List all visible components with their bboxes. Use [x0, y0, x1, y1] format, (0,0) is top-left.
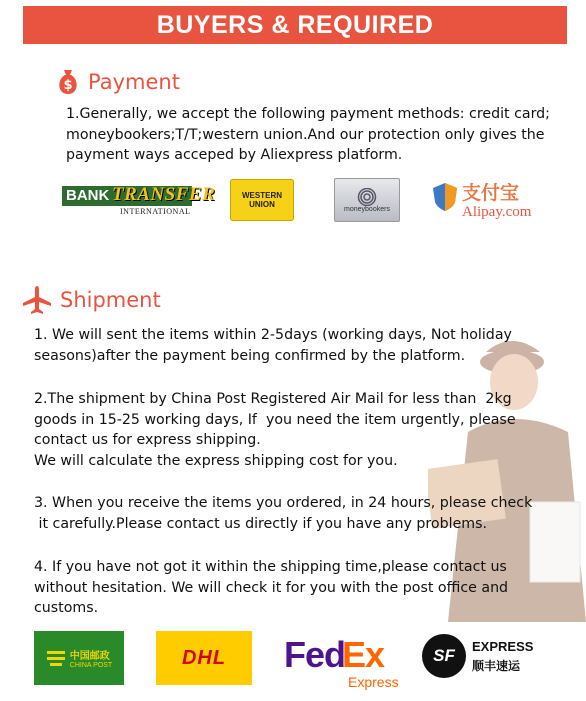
money-bag-icon	[56, 68, 80, 96]
shipment-paragraph-3	[34, 493, 532, 534]
payment-line: moneybookers;T/T;western union.And our protection only gives the	[66, 126, 545, 143]
payment-heading	[56, 68, 180, 96]
shipment-line: it carefully.Please contact us directly if you have any problems.	[34, 515, 488, 532]
shipment-line: customs.	[34, 600, 99, 616]
shipment-line: We will calculate the express shipping cost for you.	[34, 452, 398, 469]
payment-line: payment ways acceped by Aliexpress platform.	[66, 147, 403, 163]
china-post-emblem-icon	[46, 648, 66, 668]
shipment-paragraph-2	[34, 389, 516, 471]
bank-transfer-logo: BANK TRANSFER INTERNATIONAL	[60, 183, 194, 219]
moneybookers-rings-icon	[352, 188, 382, 206]
china-post-logo: 中国邮政 CHINA POST	[34, 631, 124, 685]
svg-text:$: $	[63, 78, 73, 93]
shipment-line: without hesitation. We will check it for you with the post office and	[34, 579, 509, 596]
shipment-line: 2.The shipment by China Post Registered Air Mail for less than 2kg	[34, 391, 512, 407]
shipment-line: 4. If you have not got it within the shipping time,please contact us	[34, 559, 507, 575]
shipment-line: 1. We will sent the items within 2-5days (working days, Not holiday	[34, 327, 512, 343]
payment-text	[66, 104, 550, 166]
alipay-shield-icon	[432, 182, 458, 212]
shipment-heading-label: Shipment	[60, 288, 161, 312]
moneybookers-logo: moneybookers	[334, 179, 400, 221]
shipment-line: 3. When you receive the items you ordered, in 24 hours, please check	[34, 495, 533, 511]
shipment-paragraph-1	[34, 325, 512, 366]
dhl-logo: DHL	[156, 631, 252, 685]
western-union-logo: WESTERN UNION	[230, 179, 294, 221]
alipay-logo: 支付宝 Alipay.com	[430, 178, 546, 224]
payment-line: 1.Generally, we accept the following payment methods: credit card;	[66, 106, 550, 122]
shipment-line: goods in 15-25 working days, If you need the item urgently, please	[34, 411, 516, 428]
fedex-logo: Fed Ex Express	[284, 634, 399, 690]
shipment-line: seasons)after the payment being confirmed by the platform.	[34, 347, 466, 364]
sf-express-logo: SF EXPRESS 顺丰速运	[422, 631, 540, 685]
shipment-paragraph-4	[34, 557, 508, 619]
payment-heading-label: Payment	[88, 70, 180, 94]
shipment-line: contact us for express shipping.	[34, 432, 261, 448]
airplane-icon	[22, 285, 52, 315]
page-banner: BUYERS & REQUIRED	[23, 6, 567, 44]
shipment-heading	[22, 285, 161, 315]
